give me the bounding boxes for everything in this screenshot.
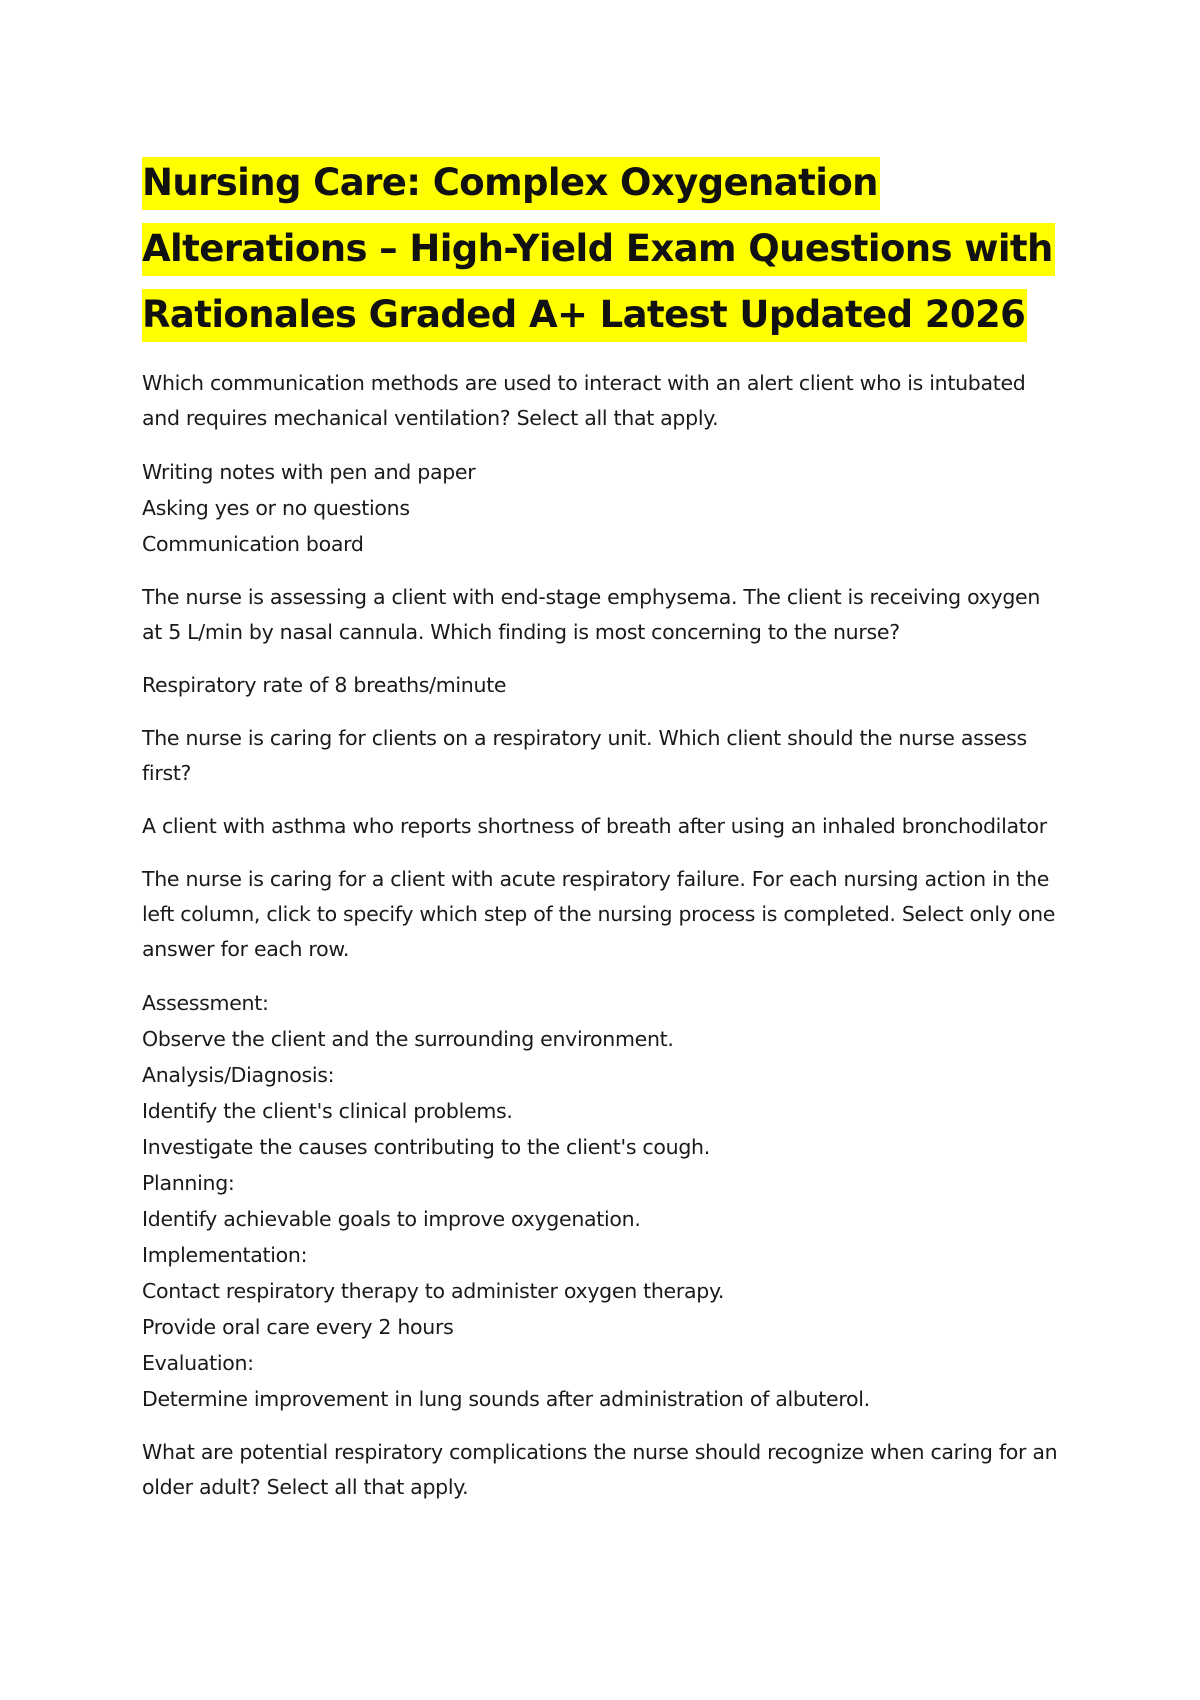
nursing-action-line: Observe the client and the surrounding environment. — [142, 1027, 674, 1051]
answer-line: Communication board — [142, 532, 364, 556]
nursing-action-line: Determine improvement in lung sounds after administration of albuterol. — [142, 1387, 870, 1411]
question-1-answers — [142, 454, 1062, 562]
nursing-action-line: Investigate the causes contributing to the client's cough. — [142, 1135, 710, 1159]
nursing-process-step-label: Analysis/Diagnosis: — [142, 1063, 335, 1087]
question-3-text: The nurse is caring for clients on a respiratory unit. Which client should the nurse assess first? — [142, 726, 1027, 785]
document-page — [142, 150, 1062, 1523]
question-2-answer: Respiratory rate of 8 breaths/minute — [142, 673, 507, 697]
nursing-action-line: Identify the client's clinical problems. — [142, 1099, 513, 1123]
question-5-text: What are potential respiratory complications the nurse should recognize when caring for an older adult? Select all that apply. — [142, 1440, 1058, 1499]
nursing-action-line: Provide oral care every 2 hours — [142, 1315, 454, 1339]
nursing-process-step-label: Assessment: — [142, 991, 269, 1015]
document-title — [142, 150, 1062, 348]
nursing-process-step-label: Planning: — [142, 1171, 235, 1195]
question-2-text: The nurse is assessing a client with end-stage emphysema. The client is receiving oxygen at 5 L/min by nasal cannula. Which finding is most concerning to the nurse? — [142, 585, 1041, 644]
question-4-text: The nurse is caring for a client with acute respiratory failure. For each nursing action in the left column, click to specify which step of the nursing process is completed. Select only one answer for each row. — [142, 867, 1056, 961]
question-4-answers — [142, 985, 1062, 1417]
nursing-process-step-label: Implementation: — [142, 1243, 308, 1267]
question-3-answer: A client with asthma who reports shortness of breath after using an inhaled bronchodilator — [142, 814, 1047, 838]
nursing-action-line: Identify achievable goals to improve oxygenation. — [142, 1207, 641, 1231]
nursing-action-line: Contact respiratory therapy to administer oxygen therapy. — [142, 1279, 725, 1303]
answer-line: Writing notes with pen and paper — [142, 460, 476, 484]
title-highlight: Nursing Care: Complex Oxygenation Alterations – High-Yield Exam Questions with Rationales Graded A+ Latest Updated 2026 — [142, 157, 1055, 342]
question-1-text: Which communication methods are used to interact with an alert client who is intubated and requires mechanical ventilation? Select all that apply. — [142, 371, 1026, 430]
answer-line: Asking yes or no questions — [142, 496, 410, 520]
nursing-process-step-label: Evaluation: — [142, 1351, 254, 1375]
